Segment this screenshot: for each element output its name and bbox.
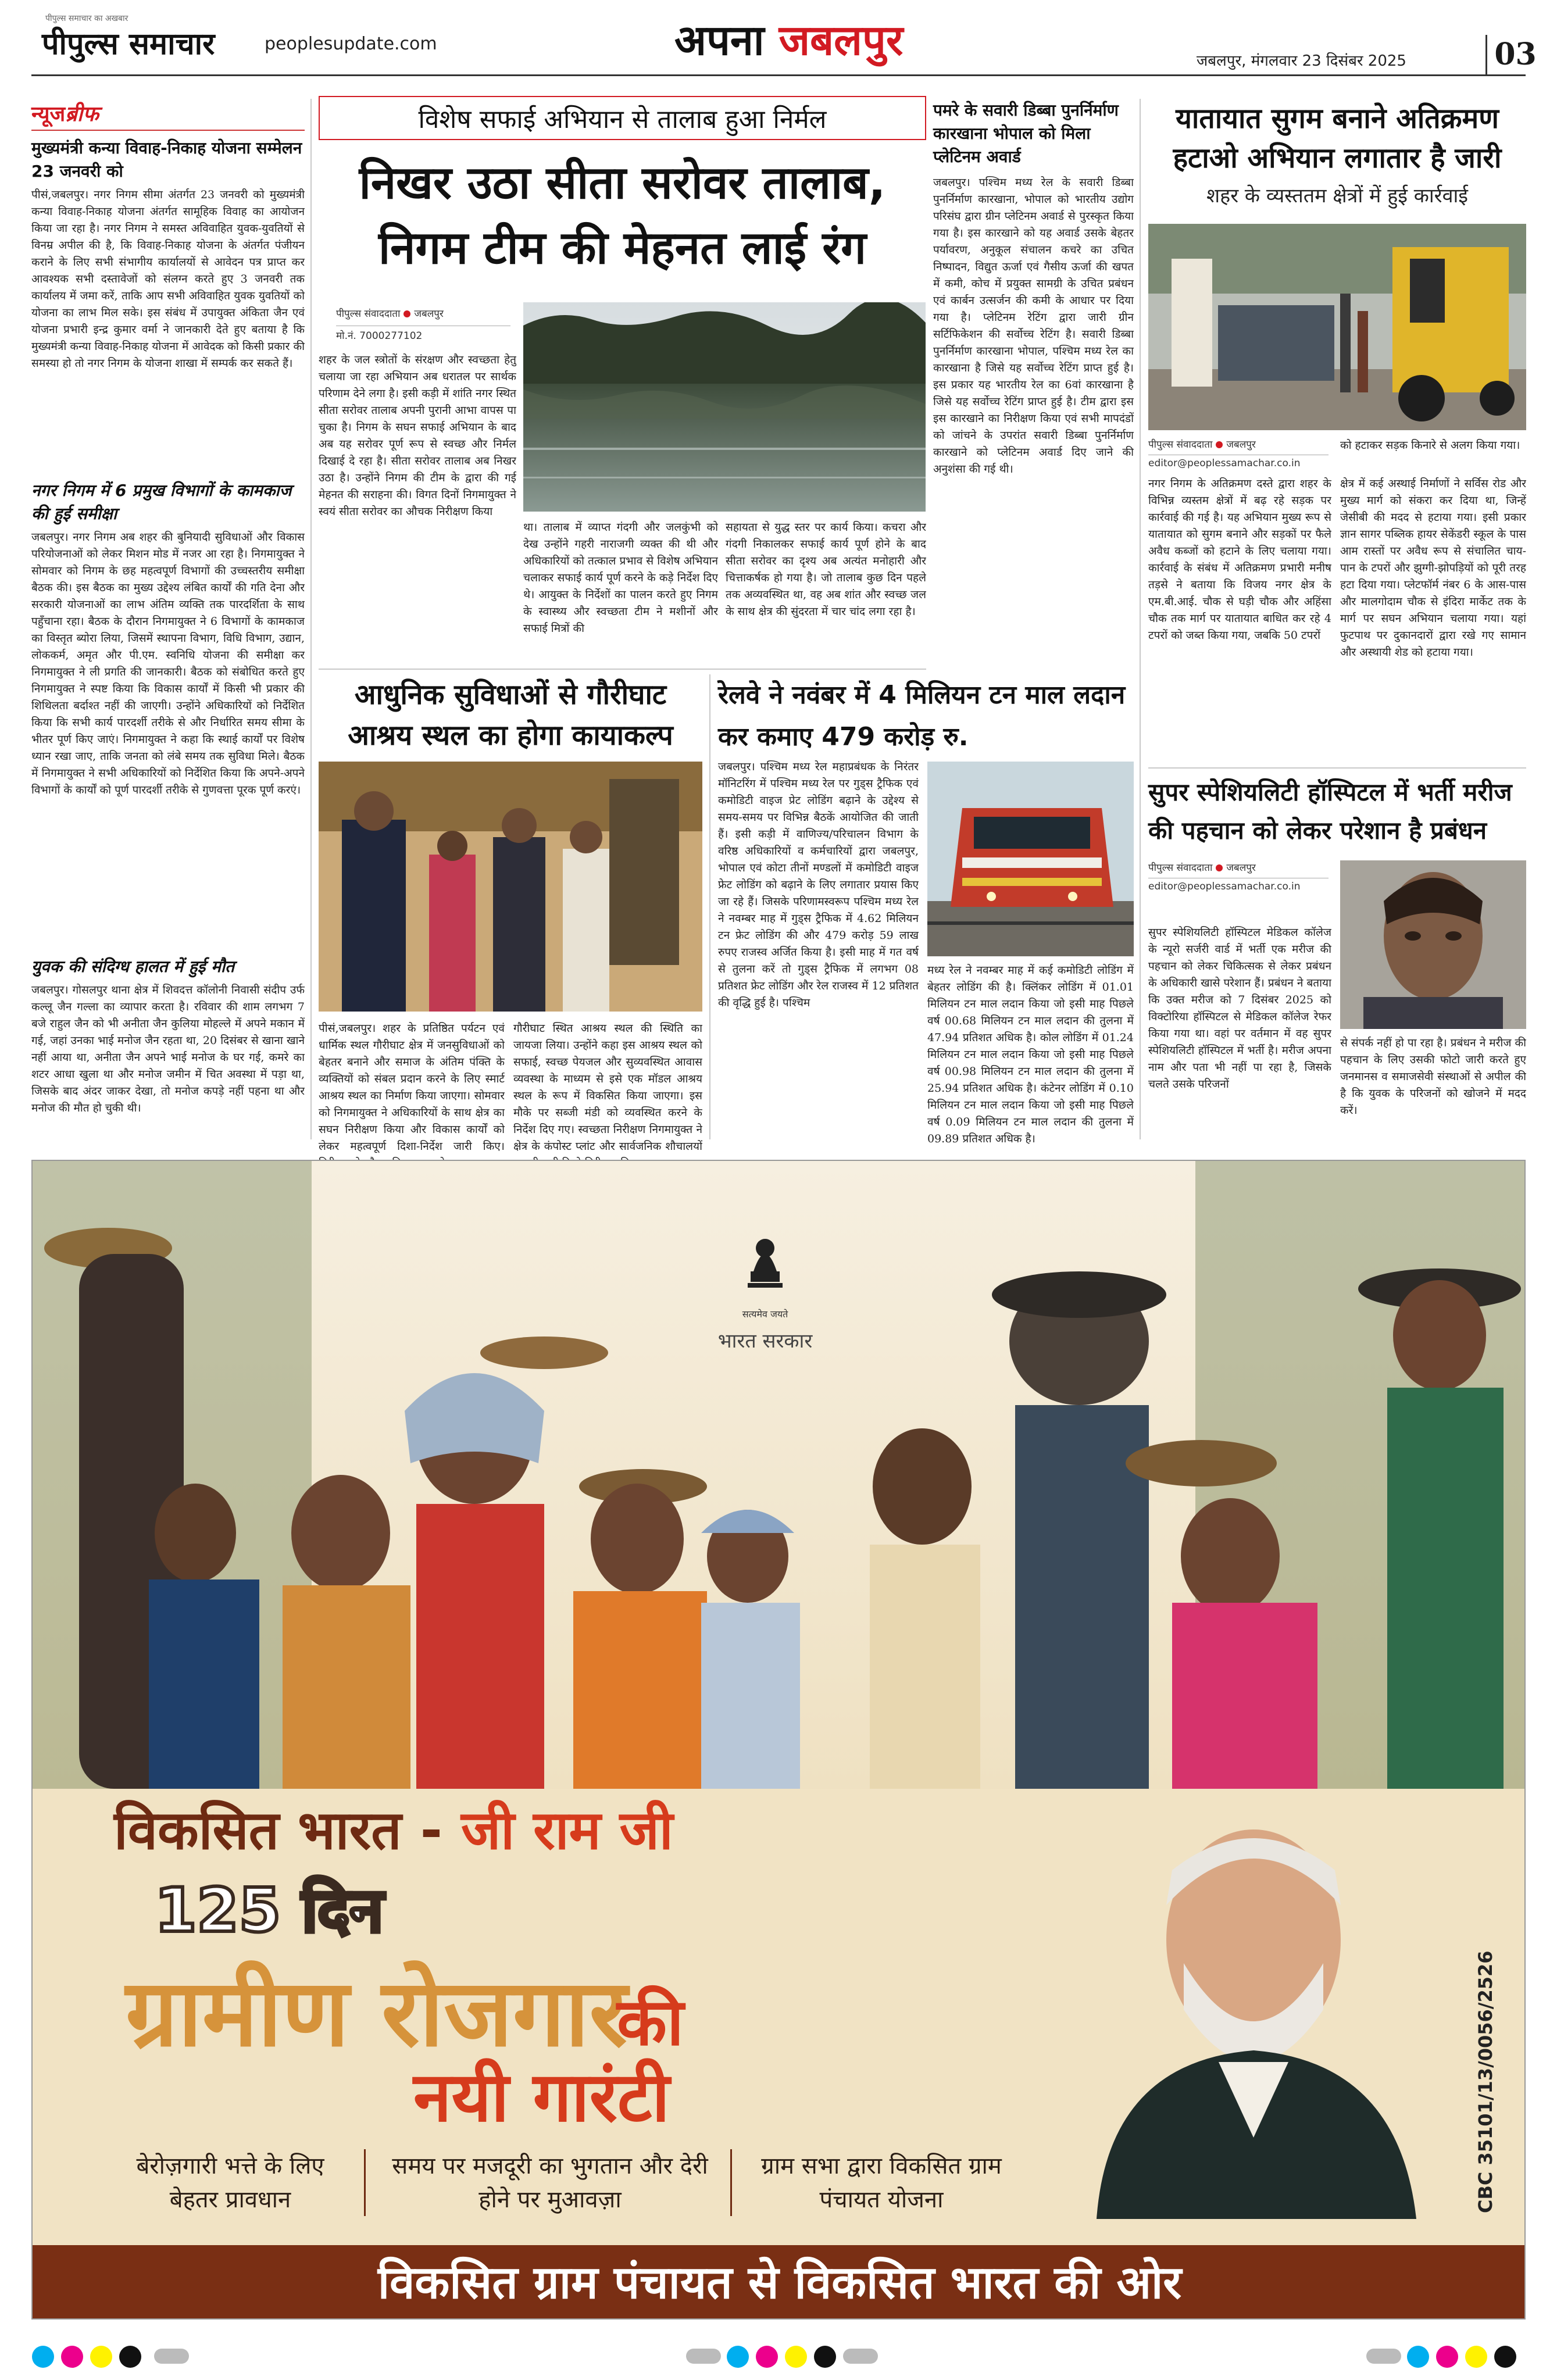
- jcb-demolition-image: [1148, 224, 1526, 430]
- traffic-photo: [1148, 224, 1526, 430]
- sita-sarovar-photo: [523, 302, 926, 512]
- cyan-dot-icon: [727, 2346, 749, 2368]
- column-divider: [1140, 99, 1141, 1139]
- print-color-bar: [0, 2331, 1557, 2378]
- traffic-col-1: नगर निगम के अतिक्रमण दस्ते द्वारा शहर के विभिन्न व्यस्तम क्षेत्रों में बढ़ रहे सड़क पर कार्रवाई की गई है। यह अभियान मुख्य रूप से यातायात को सुगम बनाने और सड़कों पर फैले अवैध कब्जों को हटाने के लिए चलाया गया। कार्रवाई के संबंध में अतिक्रमण प्रभारी मनीष तड़से ने बताया कि विजय नगर क्षेत्र के एम.बी.आई. चौक से घड़ी चौक और अहिंसा चौक तक मार्ग पर यातायात बाधित कर रहे 4 टपरों को जब्त किया गया, जबकि 50 टपरों: [1148, 477, 1331, 642]
- brief-headline-2[interactable]: नगर निगम में 6 प्रमुख विभागों के कामकाज की हुई समीक्षा: [31, 481, 292, 523]
- brief-body-1: पीसं,जबलपुर। नगर निगम सीमा अंतर्गत 23 जनवरी को मुख्यमंत्री कन्या विवाह-निकाह योजना अंतर्गत सामूहिक विवाह का आयोजन किया जा रहा है। नगर निगम ने समस्त अविवाहित युवक-युवतियों से विनम्र अपील की है, कि विवाह-निकाह योजना के अंतर्गत पंजीयन कराने के लिए सभी संभागीय कार्यालयों से आवेदन पत्र प्राप्त कर आवश्यक सभी दस्तावेजों को संलग्न करते हुए 3 जनवरी तक कार्यालय में जमा करें, ताकि आप सभी अविवाहित युवक युवतियों को योजना का लाभ मिल सके। इस संबंध में उपायुक्त अंकिता जैन एवं योजना प्रभारी इन्द्र कुमार वर्मा ने जानकारी देते हुए बताया है कि मुख्यमंत्री कन्या विवाह-निकाह योजना में आवेदक को किसी प्रकार की समस्या हो तो नगर निगम के योजना शाखा में सम्पर्क कर सकते हैं।: [31, 188, 305, 370]
- hospital-byline-name: पीपुल्स संवाददाता: [1148, 862, 1213, 874]
- black-dot-icon: [814, 2346, 836, 2368]
- inspection-image: [319, 762, 702, 1012]
- website-link[interactable]: peoplesupdate.com: [265, 34, 437, 54]
- railway-col-2: मध्य रेल ने नवम्बर माह में कई कमोडिटी लोडिंग में बेहतर लोडिंग की है। क्लिंकर लोडिंग में 01.01 मिलियन टन माल लदान किया जो इसी माह पिछले वर्ष 00.68 मिलियन टन माल लदान की तुलना में 47.94 प्रतिशत अधिक है। कोल लोडिंग में 01.24 मिलियन टन माल लदान किया जो इसी माह पिछले वर्ष 00.98 मिलियन टन माल लदान की तुलना में 25.94 प्रतिशत अधिक है। कंटेनर लोडिंग में 0.10 मिलियन टन माल लदान किया जो इसी माह पिछले वर्ष 0.09 मिलियन टन माल लदान की तुलना में 09.89 प्रतिशत अधिक है।: [927, 964, 1134, 1145]
- railway-story: [718, 674, 1134, 1145]
- ad-days: 125 दिन: [155, 1875, 384, 1946]
- magenta-dot-icon: [756, 2346, 778, 2368]
- hospital-email[interactable]: editor@peoplessamachar.co.in: [1148, 878, 1329, 892]
- national-emblem-icon: [733, 1225, 797, 1306]
- gaurighat-col-2: गौरीघाट स्थित आश्रय स्थल की स्थिति का जायजा लिया। उन्होंने कहा इस आश्रय स्थल को सफाई, स्वच्छ पेयजल और सुव्यवस्थित आवास व्यवस्था के माध्यम से इसे एक मॉडल आश्रय स्थल के रूप में विकसित किया जाएगा। इस मौके पर सब्जी मंडी को व्यवस्थित करने के निर्देश दिए गए। स्वच्छता निरीक्षण निगमायुक्त ने क्षेत्र के कंपोस्ट प्लांट और सार्वजनिक शौचालयों: [513, 1022, 702, 1153]
- column-divider: [709, 674, 710, 1139]
- brief-headline-3[interactable]: युवक की संदिग्ध हालत में हुई मौत: [31, 957, 235, 976]
- ad-point-divider: [730, 2149, 732, 2216]
- gray-dot-icon: [686, 2349, 721, 2364]
- sita-kicker: विशेष सफाई अभियान से तालाब हुआ निर्मल: [319, 96, 926, 140]
- column-divider: [310, 99, 312, 1139]
- magenta-dot-icon: [61, 2346, 83, 2368]
- sita-story: [319, 96, 926, 663]
- byline-dot: [403, 310, 410, 317]
- section-prefix: अपना: [674, 16, 765, 65]
- leader-portrait-image: [1073, 1789, 1434, 2219]
- hospital-headline[interactable]: सुपर स्पेशियलिटी हॉस्पिटल में भर्ती मरीज की पहचान को लेकर परेशान है प्रबंधन: [1148, 778, 1512, 845]
- black-dot-icon: [1494, 2346, 1516, 2368]
- ad-big-1: ग्रामीण रोजगार: [126, 1959, 627, 2067]
- section-title: [674, 10, 903, 67]
- sita-headline[interactable]: निखर उठा सीता सरोवर तालाब, निगम टीम की मेहनत लाई रंग: [359, 157, 886, 274]
- brief-body-2: जबलपुर। नगर निगम अब शहर की बुनियादी सुविधाओं और विकास परियोजनाओं को लेकर मिशन मोड में नजर आ रहा है। निगमायुक्त ने सोमवार को निगम के छह महत्वपूर्ण विभागों की उच्चस्तरीय समीक्षा बैठक की। इस बैठक का मुख्य उद्देश्य लंबित कार्यों की गति देना और सरकारी योजनाओं का लाभ अंतिम व्यक्ति तक पारदर्शिता के साथ पहुँचाना रहा। बैठक के दौरान निगमायुक्त ने 6 विभागों के कामकाज का विस्तृत ब्योरा लिया, जिसमें स्थापना विभाग, विधि विभाग, उद्यान, लोककर्म, अमृत और पी.एम. स्वनिधि योजना की समीक्षा कर निगमायुक्त ने ली प्रगति की जानकारी। बैठक को संबोधित करते हुए निगमायुक्त ने स्पष्ट किया कि विकास कार्यों में किसी भी प्रकार की शिथिलता बर्दाश्त नहीं की जाएगी। उन्होंने अधिकारियों को निर्देशित किया कि सभी कार्य पारदर्शी तरीके से और निर्धारित समय सीमा के भीतर पूर्ण किए जाएं। निगमायुक्त ने कहा कि स्थाई कार्यों पर विशेष ध्यान रखा जाए, ताकि जनता को लंबे समय तक सुविधा मिले। बैठक में निगमायुक्त ने सभी अधिकारियों को निर्देशित किया कि अपने-अपने विभागों के कार्यों को पूर्ण पारदर्शी तरीके से गुणवत्ता पूरक पूर्ण करएं।: [31, 531, 305, 796]
- page-number: 03: [1485, 35, 1544, 74]
- gray-dot-icon: [843, 2349, 878, 2364]
- traffic-email[interactable]: editor@peoplessamachar.co.in: [1148, 455, 1329, 469]
- ad-point-2: समय पर मजदूरी का भुगतान और देरी होने पर मुआवज़ा: [392, 2153, 708, 2213]
- masthead-rule: [31, 74, 1526, 76]
- ad-line-1-a: विकसित भारत -: [114, 1799, 461, 1861]
- ad-line-1: [114, 1792, 673, 1864]
- railway-col-1: जबलपुर। पश्चिम मध्य रेल महाप्रबंधक के निरंतर मॉनिटरिंग में पश्चिम मध्य रेल पर गुड्स ट्रैफिक एवं कमोडिटी वाइज प्रेट लोडिंग बढ़ाने के उद्देश्य से समय-समय पर विभिन्न बैठकें आयोजित की जाती हैं। इसी कड़ी में वाणिज्य/परिचालन विभाग के वरिष्ठ अधिकारियों व कर्मचारियों द्वारा जबलपुर, भोपाल एवं कोटा तीनों मण्डलों में कमोडिटी वाइज फ्रेट लोडिंग को बढ़ाने के लिए लगातार प्रयास किए जा रहे हैं। जिसके परिणामस्वरूप पश्चिम मध्य रेल ने नवम्बर माह में गुड्स ट्रैफिक में 4.62 मिलियन टन फ्रेट लोडिंग की और 479 करोड़ 59 लाख रुपए राजस्व अर्जित किया है। इसी माह में गत वर्ष से तुलना करें तो गुड्स ट्रैफिक में लगभग 08 प्रतिशत फ्रेट लोडिंग और रेल राजस्व में 12 प्रतिशत की वृद्धि हुई है। पश्चिम: [718, 760, 919, 1009]
- sita-byline-city: जबलपुर: [414, 308, 444, 320]
- traffic-byline: [1148, 437, 1256, 451]
- sita-byline: [336, 306, 444, 320]
- news-brief-heading-b: ब्रीफ: [65, 102, 99, 126]
- byline-dot: [1216, 864, 1223, 871]
- ad-footer-text: विकसित ग्राम पंचायत से विकसित भारत की ओर: [377, 2257, 1182, 2309]
- traffic-subhead: शहर के व्यस्ततम क्षेत्रों में हुई कार्रवाई: [1206, 184, 1468, 208]
- patient-image: [1340, 860, 1526, 1029]
- divider: [1148, 767, 1526, 769]
- traffic-byline-city: जबलपुर: [1226, 439, 1256, 451]
- gray-dot-icon: [154, 2349, 189, 2364]
- gaurighat-photo: [319, 762, 702, 1012]
- traffic-headline[interactable]: यातायात सुगम बनाने अतिक्रमण हटाओ अभियान लगातार है जारी: [1173, 102, 1502, 174]
- news-brief-heading: [31, 99, 305, 131]
- ad-point-divider: [364, 2149, 366, 2216]
- platinum-story: [933, 99, 1134, 657]
- news-brief-heading-a: न्यूज: [31, 102, 66, 126]
- railway-headline[interactable]: रेलवे ने नवंबर में 4 मिलियन टन माल लदान कर कमाए 479 करोड़ रु.: [718, 680, 1126, 752]
- traffic-story: [1148, 99, 1526, 762]
- platinum-body: जबलपुर। पश्चिम मध्य रेल के सवारी डिब्बा पुनर्निर्माण कारखाना, भोपाल को भारतीय उद्योग परिसंघ द्वारा ग्रीन प्लेटिनम अवार्ड से पुरस्कृत किया गया है। इस कारखाने को यह अवार्ड उसके बेहतर पर्यावरण, अनुकूल संचालन कचरे का उचित निष्पादन, विद्युत ऊर्जा एवं गैसीय ऊर्जा की खपत में कमी, कोच में प्रयुक्त सामग्री के उचित प्रबंधन एवं कार्बन उत्सर्जन की कमी के आधार पर दिया गया है। प्लेटिनम रेटिंग द्वारा जारी ग्रीन सर्टिफिकेशन की सर्वोच्च रेटिंग है। सवारी डिब्बा पुनर्निर्माण कारखाना भोपाल, पश्चिम मध्य रेल का कारखाना है जिसे यह सर्वोच्च रेटिंग प्राप्त हुई है। इस प्रकार यह भारतीय रेल का 6वां कारखाना है जिसे यह सर्वोच्च रेटिंग प्राप्त हुई है। टीम द्वारा इस इस कारखाने का निरीक्षण किया एवं सभी मापदंडों को जांचने के उपरांत सवारी डिब्बा पुनर्निर्माण कारखाने को प्लेटिनम अवार्ड दिए जाने की अनुशंसा की गई थी।: [933, 176, 1134, 476]
- cbc-code: CBC 35101/13/0056/2526: [1474, 1950, 1497, 2213]
- ad-point-1: बेरोज़गारी भत्ते के लिए बेहतर प्रावधान: [136, 2153, 324, 2213]
- sita-mobile: मो.नं. 7000277102: [336, 326, 510, 342]
- ad-footer-band: [33, 2245, 1526, 2320]
- platinum-headline[interactable]: पमरे के सवारी डिब्बा पुनर्निर्माण कारखाना भोपाल को मिला प्लेटिनम अवार्ड: [933, 101, 1119, 166]
- traffic-byline-name: पीपुल्स संवाददाता: [1148, 439, 1213, 451]
- section-city: जबलपुर: [779, 16, 904, 65]
- locomotive-image: [927, 762, 1134, 956]
- sita-col-2: था। तालाब में व्याप्त गंदगी और जलकुंभी को देख उन्होंने गहरी नाराजगी व्यक्त की थी और अधिकारियों को तत्काल प्रभाव से विशेष अभियान चलाकर सफाई कार्य पूर्ण करने के कड़े निर्देश दिए थे। आयुक्त के निर्देशों का पालन करते हुए निगम के स्वास्थ्य और स्वच्छता टीम ने मशीनों और सफाई मित्रों की: [523, 521, 718, 635]
- traffic-col-2-top: को हटाकर सड़क किनारे से अलग किया गया।: [1340, 439, 1520, 452]
- lake-image: [523, 302, 926, 512]
- black-dot-icon: [119, 2346, 141, 2368]
- hospital-col-2: से संपर्क नहीं हो पा रहा है। प्रबंधन ने मरीज की पहचान के लिए उसकी फोटो जारी करते हुए जनमानस व समाजसेवी संस्थाओं से अपील की है कि युवक के परिजनों को खोजने में मदद करें।: [1340, 1037, 1526, 1117]
- byline-dot: [1216, 441, 1223, 448]
- sita-byline-name: पीपुल्स संवाददाता: [336, 308, 401, 320]
- yellow-dot-icon: [1465, 2346, 1487, 2368]
- hospital-col-1: सुपर स्पेशियलिटी हॉस्पिटल मेडिकल कॉलेज के न्यूरो सर्जरी वार्ड में भर्ती एक मरीज की पहचान को लेकर चिकित्सक से लेकर प्रबंधन के अधिकारी खासे परेशान हैं। प्रबंधन ने बताया कि उक्त मरीज को 7 दिसंबर 2025 को विक्टोरिया हॉस्पिटल से मेडिकल कॉलेज रेफर किया गया था। वहां पर वर्तमान में वह सुपर स्पेशियलिटी हॉस्पिटल में भर्ती है। मरीज अपना नाम और पता भी नहीं पा रहा है, जिसके चलते उसके परिजनों: [1148, 926, 1331, 1091]
- ad-point-3: ग्राम सभा द्वारा विकसित ग्राम पंचायत योजना: [761, 2153, 1002, 2213]
- yellow-dot-icon: [785, 2346, 807, 2368]
- brief-body-3: जबलपुर। गोसलपुर थाना क्षेत्र में शिवदत्त कॉलोनी निवासी संदीप उर्फ कल्लू जैन गल्ला का व्यापार करता है। रविवार की शाम लगभग 7 बजे राहुल जैन को भी अनीता जैन कुलिया मोहल्ले में अपने मकान में गई, जहां उनका भाई मनोज जैन रहता था, 20 दिसंबर से खाना खाने नहीं आया था, अनीता जैन अपने भाई मनोज के घर गई, कमरे का शटर आधा खुला था और मनोज जमीन में चित अवस्था में पड़ा था, जिसके बाद अंदर जाकर देखा, तो मनोज कपड़े नहीं पहना था और मनोज की मौत हो चुकी थी।: [31, 984, 305, 1114]
- gaurighat-col-1: पीसं,जबलपुर। शहर के प्रतिष्ठित पर्यटन एवं धार्मिक स्थल गौरीघाट क्षेत्र में जनसुविधाओं को बेहतर बनाने और समाज के अंतिम पंक्ति के व्यक्तियों को संबल प्रदान करने के लिए स्मार्ट आश्रय स्थल का निर्माण किया जाएगा। सोमवार को निगमायुक्त ने अधिकारियों के साथ क्षेत्र का सघन निरीक्षण किया और विकास कार्यों को लेकर महत्वपूर्ण दिशा-निर्देश जारी किए।: [319, 1022, 505, 1153]
- magenta-dot-icon: [1436, 2346, 1458, 2368]
- traffic-col-2: क्षेत्र में कई अस्थाई निर्माणों ने सर्विस रोड और मुख्य मार्ग को संकरा कर दिया था, जिन्हें जेसीबी की मदद से हटाया गया। इसी प्रकार ज्ञान सागर पब्लिक हायर सेकेंडरी स्कूल के पास आम रास्तों पर अवैध रूप से संचालित चाय-पान के टपरों और झुग्गी-झोपड़ियों को पूरी तरह हटा दिया गया। प्लेटफॉर्म नंबर 6 के आस-पास और मालगोदाम चौक से इंदिरा मार्केट तक के मार्ग पर सघन अभियान चलाया गया। यहां फुटपाथ पर दुकानदारों द्वारा रखे गए सामान और अस्थायी शेड को हटाया गया।: [1340, 477, 1526, 659]
- gaurighat-story: [319, 674, 702, 1153]
- sita-col-1: शहर के जल स्त्रोतों के संरक्षण और स्वच्छता हेतु चलाया जा रहा अभियान अब धरातल पर सार्थक परिणाम देने लगा है। इसी कड़ी में शांति नगर स्थित सीता सरोवर तालाब अपनी पुरानी आभा वापस पा चुका है। निगम के सघन सफाई अभियान के बाद अब यह सरोवर पूर्ण रूप से स्वच्छ और निर्मल दिखाई दे रहा है। सीता सरोवर तालाब अब निखर उठा है। उन्होंने निगम की टीम के द्वारा की गई मेहनत की सराहना की। विगत दिनों निगमायुक्त ने स्वयं सीता सरोवर का औचक निरीक्षण किया: [319, 353, 516, 518]
- brand-logo: पीपुल्स समाचार: [42, 27, 215, 62]
- patient-photo: [1340, 860, 1526, 1029]
- masthead: [0, 0, 1557, 70]
- cyan-dot-icon: [32, 2346, 54, 2368]
- brief-headline-1[interactable]: मुख्यमंत्री कन्या विवाह-निकाह योजना सम्मेलन 23 जनवरी को: [31, 138, 302, 181]
- govt-advertisement[interactable]: [31, 1160, 1526, 2320]
- cyan-dot-icon: [1407, 2346, 1429, 2368]
- railway-train-photo: [927, 762, 1134, 956]
- ad-big-2: नयी गारंटी: [413, 2057, 670, 2137]
- gray-dot-icon: [1366, 2349, 1401, 2364]
- ad-big-ki: की: [617, 1985, 684, 2060]
- gaurighat-headline[interactable]: आधुनिक सुविधाओं से गौरीघाट आश्रय स्थल का होगा कायाकल्प: [348, 678, 673, 752]
- hospital-story: [1148, 773, 1526, 1145]
- divider: [319, 669, 926, 670]
- brand-tagline: पीपुल्स समाचार का अखबार: [45, 14, 128, 23]
- emblem-caption: सत्यमेव जयते: [742, 1309, 788, 1320]
- hospital-byline-city: जबलपुर: [1226, 862, 1256, 874]
- hospital-byline: [1148, 860, 1256, 874]
- govt-label: भारत सरकार: [717, 1330, 813, 1353]
- sita-col-3: सहायता से युद्ध स्तर पर कार्य किया। कचरा और गंदगी निकालकर सफाई कार्य पूर्ण होने के बाद सीता सरोवर का दृश्य अब अत्यंत मनोहारी और चित्ताकर्षक हो गया है। जो तालाब कुछ दिन पहले तक अव्यवस्थित था, वह अब शांत और स्वच्छ जल के साथ क्षेत्र की सुंदरता में चार चांद लगा रहा है।: [726, 521, 926, 618]
- ad-line-1-b: जी राम जी: [460, 1799, 673, 1861]
- yellow-dot-icon: [90, 2346, 112, 2368]
- news-brief-column: [31, 99, 305, 1145]
- dateline: जबलपुर, मंगलवार 23 दिसंबर 2025: [1197, 52, 1406, 70]
